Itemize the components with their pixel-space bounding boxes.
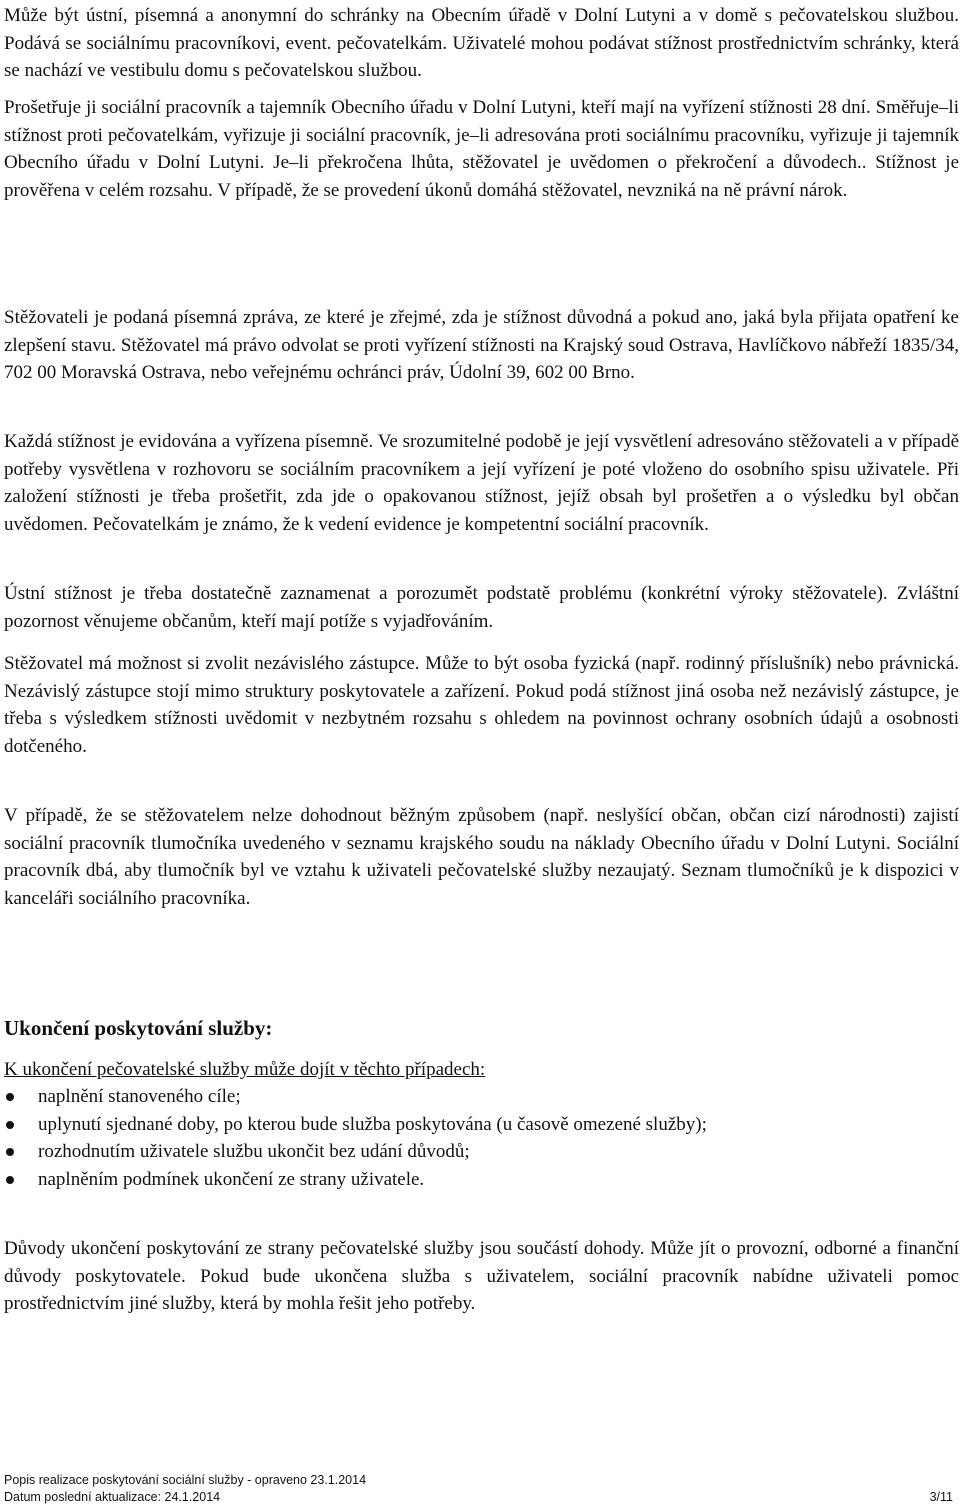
bullet-icon <box>6 1121 14 1129</box>
paragraph-written-report: Stěžovateli je podaná písemná zpráva, ze které je zřejmé, zda je stížnost důvodná a pokud ano, jaká byla přijata opatření ke zlepšení stavu. Stěžovatel má právo odvolat se proti vyřízení stížnosti na Krajský soud Ostrava, Havlíčkovo nábřeží 1835/34, 702 00 Moravská Ostrava, nebo veřejnému ochránci práv, Údolní 39, 602 00 Brno. <box>4 307 959 384</box>
bullet-icon <box>6 1148 14 1156</box>
termination-intro: K ukončení pečovatelské služby může dojít v těchto případech: <box>4 1059 486 1080</box>
list-item: rozhodnutím uživatele službu ukončit bez udání důvodů; <box>4 1138 707 1166</box>
paragraph-oral-complaint: Ústní stížnost je třeba dostatečně zaznamenat a porozumět podstatě problému (konkrétní výroky stěžovatele). Zvláštní pozornost věnujeme občanům, kteří mají potíže s vyjadřováním. <box>4 583 959 632</box>
paragraph-independent-representative: Stěžovatel má možnost si zvolit nezávislého zástupce. Může to být osoba fyzická (např. rodinný příslušník) nebo právnická. Nezávislý zástupce stojí mimo struktury poskytovatele a zařízení. Pokud podá stížnost jiná osoba než nezávislý zástupce, je třeba s výsledkem stížnosti uvědomit v nezbytném rozsahu s ohledem na povinnost ochrany osobních údajů a osobnosti dotčeného. <box>4 653 959 757</box>
section-heading-service-termination: Ukončení poskytování služby: <box>4 1016 273 1040</box>
footer-row <box>4 1489 959 1506</box>
paragraph-complaint-registration: Každá stížnost je evidována a vyřízena písemně. Ve srozumitelné podobě je její vysvětlení adresováno stěžovateli a v případě potřeby vysvětlena v rozhovoru se sociálním pracovníkem a její vyřízení je poté vloženo do osobního spisu uživatele. Při založení stížnosti je třeba prošetřit, zda jde o opakovanou stížnost, jejíž obsah byl prošetřen a o výsledku byl občan uvědomen. Pečovatelkám je známo, že k vedení evidence je kompetentní sociální pracovník. <box>4 431 959 535</box>
list-item: naplněním podmínek ukončení ze strany uživatele. <box>4 1166 707 1194</box>
paragraph-complaint-submission: Může být ústní, písemná a anonymní do schránky na Obecním úřadě v Dolní Lutyni a v domě s pečovatelskou službou. Podává se sociálnímu pracovníkovi, event. pečovatelkám. Uživatelé mohou podávat stížnost prostřednictvím schránky, která se nachází ve vestibulu domu s pečovatelskou službou. <box>4 5 959 82</box>
termination-cases-list <box>4 1083 707 1193</box>
bullet-icon <box>6 1176 14 1184</box>
paragraph-complaint-investigation: Prošetřuje ji sociální pracovník a tajemník Obecního úřadu v Dolní Lutyni, kteří mají na vyřízení stížnosti 28 dní. Směřuje–li stížnost proti pečovatelkám, vyřizuje ji sociální pracovník, je–li adresována proti sociálnímu pracovníku, vyřizuje ji tajemník Obecního úřadu v Dolní Lutyni. Je–li překročena lhůta, stěžovatel je uvědomen o překročení a důvodech.. Stížnost je prověřena v celém rozsahu. V případě, že se provedení úkonů domáhá stěžovatel, nevzniká na ně právní nárok. <box>4 97 959 201</box>
bullet-icon <box>6 1093 14 1101</box>
paragraph-termination-reasons: Důvody ukončení poskytování ze strany pečovatelské služby jsou součástí dohody. Může jít o provozní, odborné a finanční důvody poskytovatele. Pokud bude ukončena služba s uživatelem, sociální pracovník nabídne uživateli pomoc prostřednictvím jiné služby, která by mohla řešit jeho potřeby. <box>4 1238 959 1315</box>
list-item: uplynutí sjednané doby, po kterou bude služba poskytována (u časově omezené služby); <box>4 1111 707 1139</box>
footer-document-title: Popis realizace poskytování sociální služby - opraveno 23.1.2014 <box>4 1473 367 1487</box>
page-footer <box>4 1472 959 1506</box>
footer-last-update: Datum poslední aktualizace: 24.1.2014 <box>4 1490 221 1504</box>
footer-row <box>4 1472 959 1489</box>
paragraph-interpreter: V případě, že se stěžovatelem nelze dohodnout běžným způsobem (např. neslyšící občan, občan cizí národnosti) zajistí sociální pracovník tlumočníka uvedeného v seznamu krajského soudu na náklady Obecního úřadu v Dolní Lutyni. Sociální pracovník dbá, aby tlumočník byl ve vztahu k uživateli pečovatelské služby nezaujatý. Seznam tlumočníků je k dispozici v kanceláři sociálního pracovníka. <box>4 805 959 909</box>
page-number: 3/11 <box>929 1490 953 1504</box>
list-item: naplnění stanoveného cíle; <box>4 1083 707 1111</box>
